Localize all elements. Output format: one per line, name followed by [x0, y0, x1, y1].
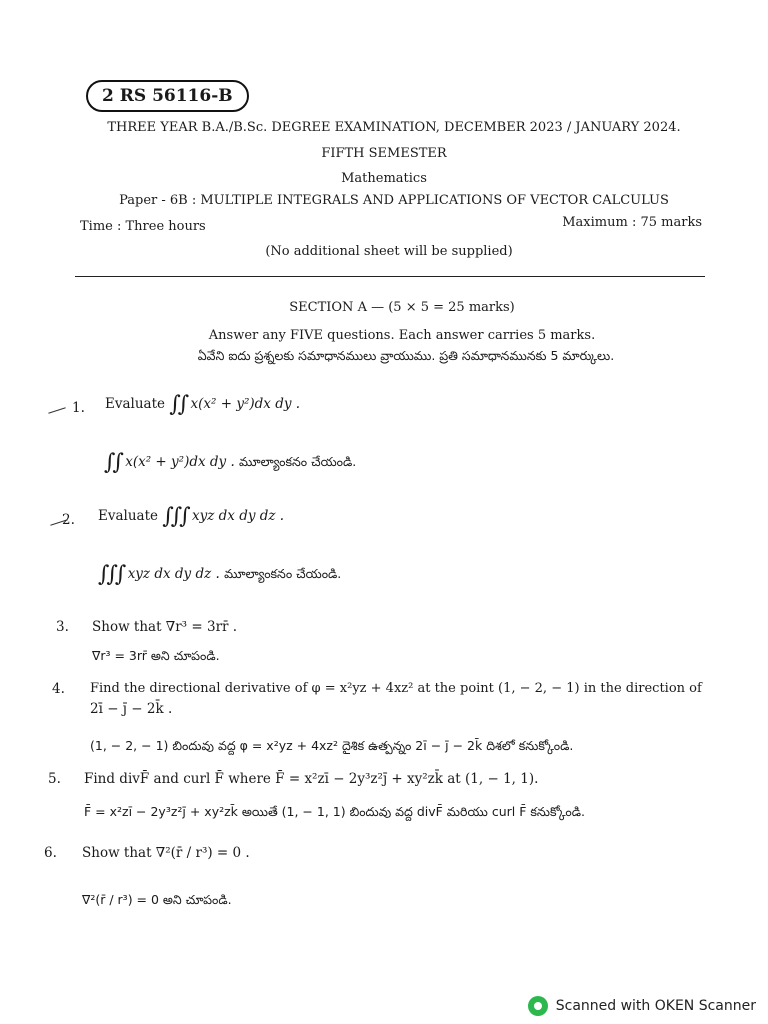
- question-4-en-line1: Find the directional derivative of φ = x²yz + 4xz² at the point (1, − 2, − 1) in the direction of: [90, 681, 702, 696]
- question-number: 5.: [48, 771, 61, 787]
- question-1-te: ∫∫ x(x² + y²)dx dy . మూల్యాంకనం చేయండి.: [104, 450, 357, 475]
- header-divider: [75, 276, 705, 277]
- section-instruction-en: Answer any FIVE questions. Each answer carries 5 marks.: [208, 328, 596, 343]
- pen-tick-mark: [48, 407, 65, 414]
- question-6-te: ∇²(r̄ / r³) = 0 అని చూపండి.: [82, 892, 232, 907]
- question-3-te: ∇r³ = 3rr̄ అని చూపండి.: [92, 648, 220, 663]
- question-number: 6.: [44, 845, 57, 861]
- section-instruction-te: ఏవేని ఐదు ప్రశ్నలకు సమాధానములు వ్రాయుము. ప్రతి సమాధానమునకు 5 మార్కులు.: [197, 348, 615, 363]
- subject: Mathematics: [341, 171, 427, 186]
- question-number: 3.: [56, 619, 69, 635]
- scanner-watermark-text: Scanned with OKEN Scanner: [555, 998, 756, 1014]
- question-5-en: Find divF̄ and curl F̄ where F̄ = x²zī − 2y³z²j̄ + xy²zk̄ at (1, − 1, 1).: [84, 771, 539, 787]
- exam-title: THREE YEAR B.A./B.Sc. DEGREE EXAMINATION, DECEMBER 2023 / JANUARY 2024.: [107, 120, 681, 135]
- oken-scanner-logo-icon: [528, 996, 548, 1016]
- time-allowed: Time : Three hours: [80, 219, 206, 234]
- question-3-en: Show that ∇r³ = 3rr̄ .: [92, 619, 238, 635]
- question-1-expression: x(x² + y²)dx dy .: [190, 396, 301, 412]
- question-4-en-line2: 2ī − j̄ − 2k̄ .: [90, 701, 173, 717]
- triple-integral-symbol: ∫∫∫: [98, 562, 124, 587]
- paper-title: Paper - 6B : MULTIPLE INTEGRALS AND APPLICATIONS OF VECTOR CALCULUS: [119, 193, 669, 208]
- question-1-en: Evaluate ∫∫ x(x² + y²)dx dy .: [105, 392, 301, 417]
- question-5-te: F̄ = x²zī − 2y³z²j̄ + xy²zk̄ అయితే (1, − 1, 1) బిందువు వద్ద divF̄ మరియు curl F̄ కనుక్కోండి.: [84, 804, 585, 819]
- double-integral-symbol: ∫∫: [169, 392, 187, 417]
- maximum-marks: Maximum : 75 marks: [562, 215, 702, 230]
- triple-integral-symbol: ∫∫∫: [162, 504, 188, 529]
- question-2-en: Evaluate ∫∫∫ xyz dx dy dz .: [98, 504, 285, 529]
- section-title: SECTION A — (5 × 5 = 25 marks): [289, 300, 515, 315]
- question-number: 1.: [72, 400, 85, 416]
- question-4-te: (1, − 2, − 1) బిందువు వద్ద φ = x²yz + 4xz² దైశిక ఉత్పన్నం 2ī − j̄ − 2k̄ దిశలో కనుక్కోండి.: [90, 738, 574, 753]
- question-number: 2.: [62, 512, 75, 528]
- semester: FIFTH SEMESTER: [321, 146, 447, 161]
- scanner-watermark: [528, 996, 756, 1016]
- paper-code: 2 RS 56116-B: [86, 80, 249, 112]
- question-2-te: ∫∫∫ xyz dx dy dz . మూల్యాంకనం చేయండి.: [98, 562, 342, 587]
- no-additional-sheet-note: (No additional sheet will be supplied): [265, 244, 513, 259]
- question-6-en: Show that ∇²(r̄ / r³) = 0 .: [82, 845, 250, 861]
- question-number: 4.: [52, 681, 65, 697]
- double-integral-symbol: ∫∫: [104, 450, 121, 475]
